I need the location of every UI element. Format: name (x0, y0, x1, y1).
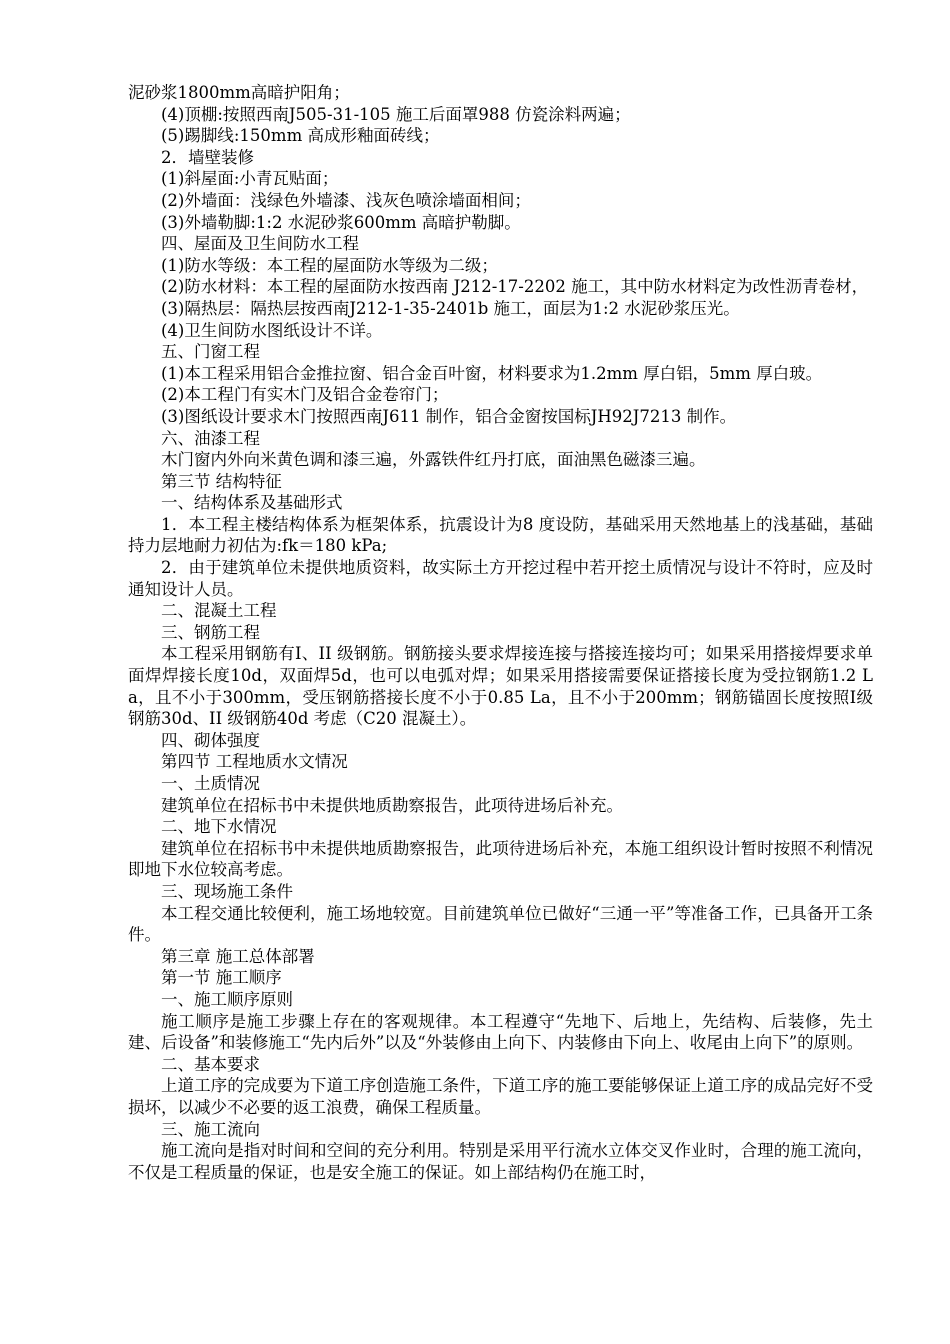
paragraph: 第四节 工程地质水文情况 (161, 752, 348, 772)
paragraph: 六、油漆工程 (161, 428, 260, 448)
paragraph: 施工顺序是施工步骤上存在的客观规律。本工程遵守“先地下、后地上，先结构、后装修，先土建、后设备”和装修施工“先内后外”以及“外装修由上向下、内装修由下向上、收尾由上向下”的原则。 (128, 1011, 873, 1053)
paragraph: (2)外墙面：浅绿色外墙漆、浅灰色喷涂墙面相间； (161, 190, 531, 210)
paragraph: 四、屋面及卫生间防水工程 (161, 234, 359, 254)
paragraph: (3)外墙勒脚:1:2 水泥砂浆600mm 高暗护勒脚。 (161, 212, 521, 232)
paragraph: (1)本工程采用铝合金推拉窗、铝合金百叶窗，材料要求为1.2mm 厚白铝，5mm 厚白玻。 (161, 363, 823, 383)
paragraph: (1)斜屋面:小青瓦贴面； (161, 169, 339, 189)
paragraph: 第三章 施工总体部署 (161, 946, 315, 966)
paragraph: 第三节 结构特征 (161, 471, 282, 491)
paragraph: 二、混凝土工程 (161, 601, 277, 621)
paragraph: 施工流向是指对时间和空间的充分利用。特别是采用平行流水立体交叉作业时，合理的施工流向，不仅是工程质量的保证，也是安全施工的保证。如上部结构仍在施工时， (128, 1141, 873, 1182)
paragraph: (5)踢脚线:150mm 高成形釉面砖线； (161, 126, 440, 146)
paragraph: 五、门窗工程 (161, 342, 260, 362)
paragraph: 四、砌体强度 (161, 730, 260, 750)
paragraph: 一、土质情况 (161, 774, 260, 793)
paragraph: 二、基本要求 (161, 1054, 260, 1074)
paragraph: 木门窗内外向米黄色调和漆三遍，外露铁件红丹打底，面油黑色磁漆三遍。 (161, 450, 706, 470)
paragraph: 泥砂浆1800mm高暗护阳角； (128, 83, 350, 102)
paragraph: 二、地下水情况 (161, 817, 277, 837)
paragraph: (4)顶棚:按照西南J505-31-105 施工后面罩988 仿瓷涂料两遍； (161, 104, 631, 124)
paragraph: 第一节 施工顺序 (161, 968, 282, 988)
document-body (128, 82, 873, 1183)
paragraph: 2．由于建筑单位未提供地质资料，故实际土方开挖过程中若开挖土质情况与设计不符时，应及时通知设计人员。 (128, 558, 873, 599)
paragraph: (3)图纸设计要求木门按照西南J611 制作，铝合金窗按国标JH92J7213 制作。 (161, 406, 737, 426)
paragraph: (1)防水等级：本工程的屋面防水等级为二级； (161, 255, 498, 275)
paragraph: 1．本工程主楼结构体系为框架体系，抗震设计为8 度设防，基础采用天然地基上的浅基础，基础持力层地耐力初估为:fk＝180 kPa; (128, 514, 873, 556)
paragraph: 上道工序的完成要为下道工序创造施工条件，下道工序的施工要能够保证上道工序的成品完好不受损坏，以减少不必要的返工浪费，确保工程质量。 (128, 1076, 873, 1117)
paragraph: 三、现场施工条件 (161, 881, 293, 901)
paragraph: 本工程交通比较便利，施工场地较宽。目前建筑单位已做好“三通一平”等准备工作，已具备开工条件。 (128, 903, 873, 945)
paragraph: (4)卫生间防水图纸设计不详。 (161, 320, 383, 340)
paragraph: (2)防水材料：本工程的屋面防水按西南 J212-17-2202 施工，其中防水材料定为改性沥青卷材， (161, 277, 869, 297)
paragraph: 三、施工流向 (161, 1119, 260, 1139)
paragraph: 2．墙壁装修 (161, 147, 254, 167)
paragraph: 建筑单位在招标书中未提供地质勘察报告，此项待进场后补充，本施工组织设计暂时按照不利情况即地下水位较高考虑。 (128, 838, 873, 880)
paragraph: 一、结构体系及基础形式 (161, 493, 343, 513)
paragraph: 建筑单位在招标书中未提供地质勘察报告，此项待进场后补充。 (161, 795, 623, 815)
paragraph: 一、施工顺序原则 (161, 989, 293, 1009)
paragraph: (2)本工程门有实木门及铝合金卷帘门； (161, 385, 449, 405)
paragraph: 三、钢筋工程 (161, 622, 260, 642)
paragraph: 本工程采用钢筋有Ⅰ、II 级钢筋。钢筋接头要求焊接连接与搭接连接均可；如果采用搭接焊要求单面焊焊接长度10d，双面焊5d，也可以电弧对焊；如果采用搭接需要保证搭接长度为受拉钢筋1.2 La，且不小于300mm，受压钢筋搭接长度不小于0.85 La，且不小于200mm；钢筋锚固长度按照Ⅰ级钢筋30d、II 级钢筋40d 考虑（C20 混凝土）。 (128, 644, 873, 729)
paragraph: (3)隔热层：隔热层按西南J212-1-35-2401b 施工，面层为1:2 水泥砂浆压光。 (161, 298, 740, 318)
